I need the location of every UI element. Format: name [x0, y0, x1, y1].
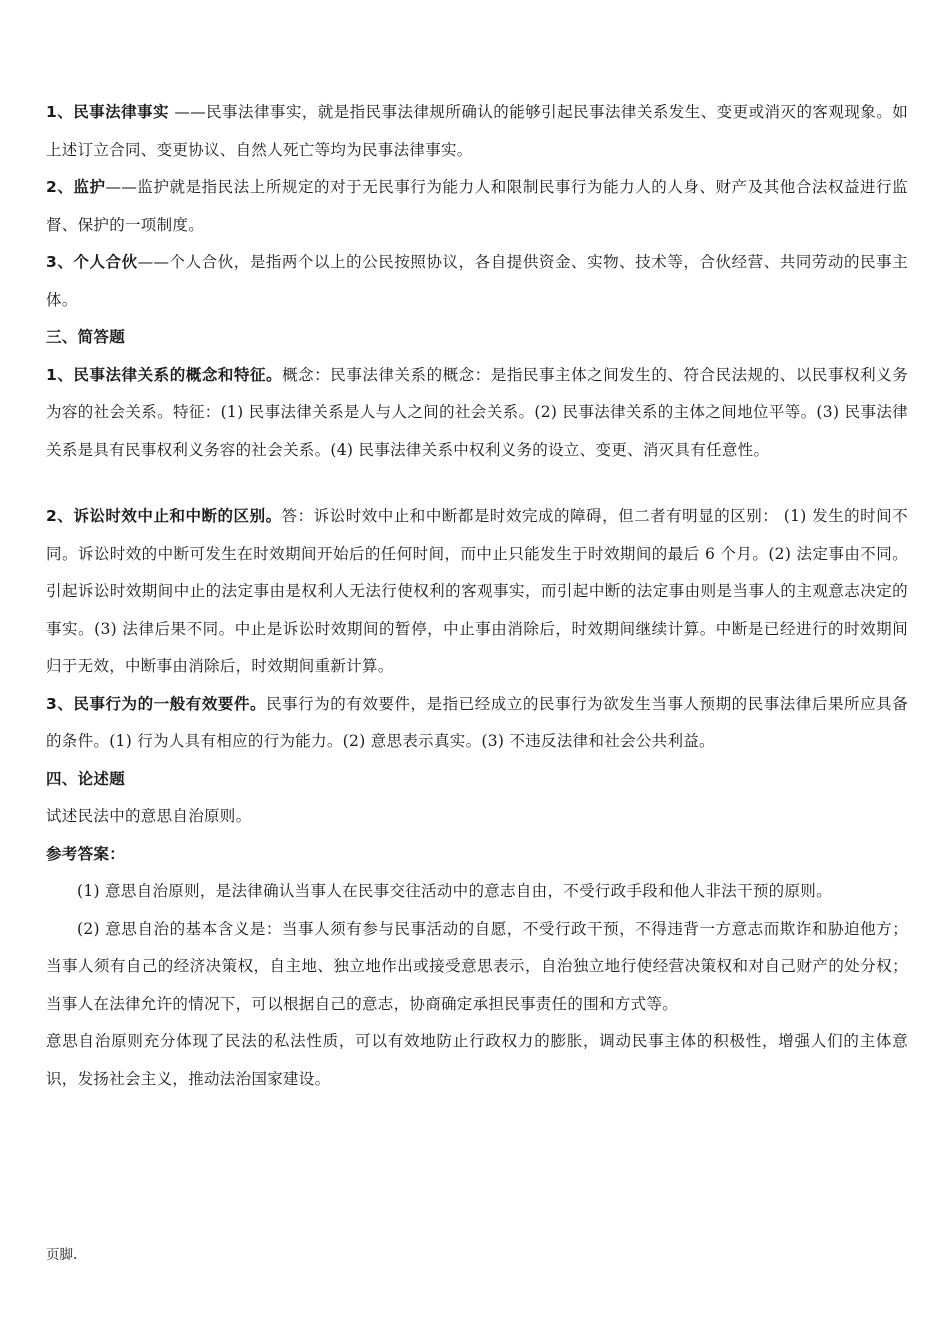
definition-term: 2、监护 — [46, 178, 106, 196]
question-title: 1、民事法律关系的概念和特征。 — [46, 365, 283, 384]
question-title: 3、民事行为的一般有效要件。 — [46, 694, 267, 713]
blank-line — [46, 469, 908, 498]
definition-text: ——民事法律事实，就是指民事法律规所确认的能够引起民事法律关系发生、变更或消灭的客观现象。如上述订立合同、变更协议、自然人死亡等均为民事法律事实。 — [46, 103, 908, 159]
question-answer: 概念：民事法律关系的概念：是指民事主体之间发生的、符合民法规的、以民事权利义务为容的社会关系。特征：(1) 民事法律关系是人与人之间的社会关系。(2) 民事法律关系的主体之间地位平等。(3) 民事法律关系是具有民事权利义务容的社会关系。(4) 民事法律关系中权利义务的设立、变更、消灭具有任意性。 — [46, 365, 908, 459]
answer-label: 参考答案： — [46, 844, 126, 863]
definition-paragraph — [46, 169, 908, 244]
question-answer: 民事行为的有效要件，是指已经成立的民事行为欲发生当事人预期的民事法律后果所应具备的条件。(1) 行为人具有相应的行为能力。(2) 意思表示真实。(3) 不违反法律和社会公共利益。 — [46, 694, 908, 750]
document-page — [46, 94, 908, 1098]
question-paragraph — [46, 686, 908, 761]
definition-text: ——个人合伙，是指两个以上的公民按照协议，各自提供资金、实物、技术等，合伙经营、共同劳动的民事主体。 — [46, 253, 909, 309]
definition-term: 1、民事法律事实 — [46, 103, 169, 121]
definition-term: 3、个人合伙 — [46, 253, 138, 271]
question-answer: 答：诉讼时效中止和中断都是时效完成的障碍，但二者有明显的区别： (1) 发生的时间不同。诉讼时效的中断可发生在时效期间开始后的任何时间，而中止只能发生于时效期间的最后 6 个月。(2) 法定事由不同。引起诉讼时效期间中止的法定事由是权利人无法行使权利的客观事实，而引起中断的法定事由则是当事人的主观意志决定的事实。(3) 法律后果不同。中止是诉讼时效期间的暂停，中止事由消除后，时效期间继续计算。中断是已经进行的时效期间归于无效，中断事由消除后，时效期间重新计算。 — [46, 507, 908, 675]
answer-paragraph: (1) 意思自治原则，是法律确认当事人在民事交往活动中的意志自由，不受行政手段和他人非法干预的原则。 — [77, 882, 832, 900]
question-paragraph — [46, 357, 908, 470]
definition-text: ——监护就是指民法上所规定的对于无民事行为能力人和限制民事行为能力人的人身、财产及其他合法权益进行监督、保护的一项制度。 — [46, 178, 908, 234]
page-footer: 页脚. — [46, 1247, 78, 1263]
question-title: 2、诉讼时效中止和中断的区别。 — [46, 507, 282, 525]
answer-paragraph: (2) 意思自治的基本含义是：当事人须有参与民事活动的自愿，不受行政干预，不得违背一方意志而欺诈和胁迫他方；当事人须有自己的经济决策权，自主地、独立地作出或接受意思表示，自治独立地行使经营决策权和对自己财产的处分权；当事人在法律允许的情况下，可以根据自己的意志，协商确定承担民事责任的围和方式等。 — [46, 919, 908, 1013]
essay-question: 试述民法中的意思自治原则。 — [46, 807, 252, 825]
section-heading: 三、简答题 — [46, 328, 126, 346]
definition-paragraph — [46, 94, 908, 169]
answer-conclusion: 意思自治原则充分体现了民法的私法性质，可以有效地防止行政权力的膨胀，调动民事主体的积极性，增强人们的主体意识，发扬社会主义，推动法治国家建设。 — [46, 1032, 908, 1088]
definition-paragraph — [46, 244, 908, 319]
question-paragraph — [46, 498, 908, 686]
section-heading: 四、论述题 — [46, 769, 126, 788]
